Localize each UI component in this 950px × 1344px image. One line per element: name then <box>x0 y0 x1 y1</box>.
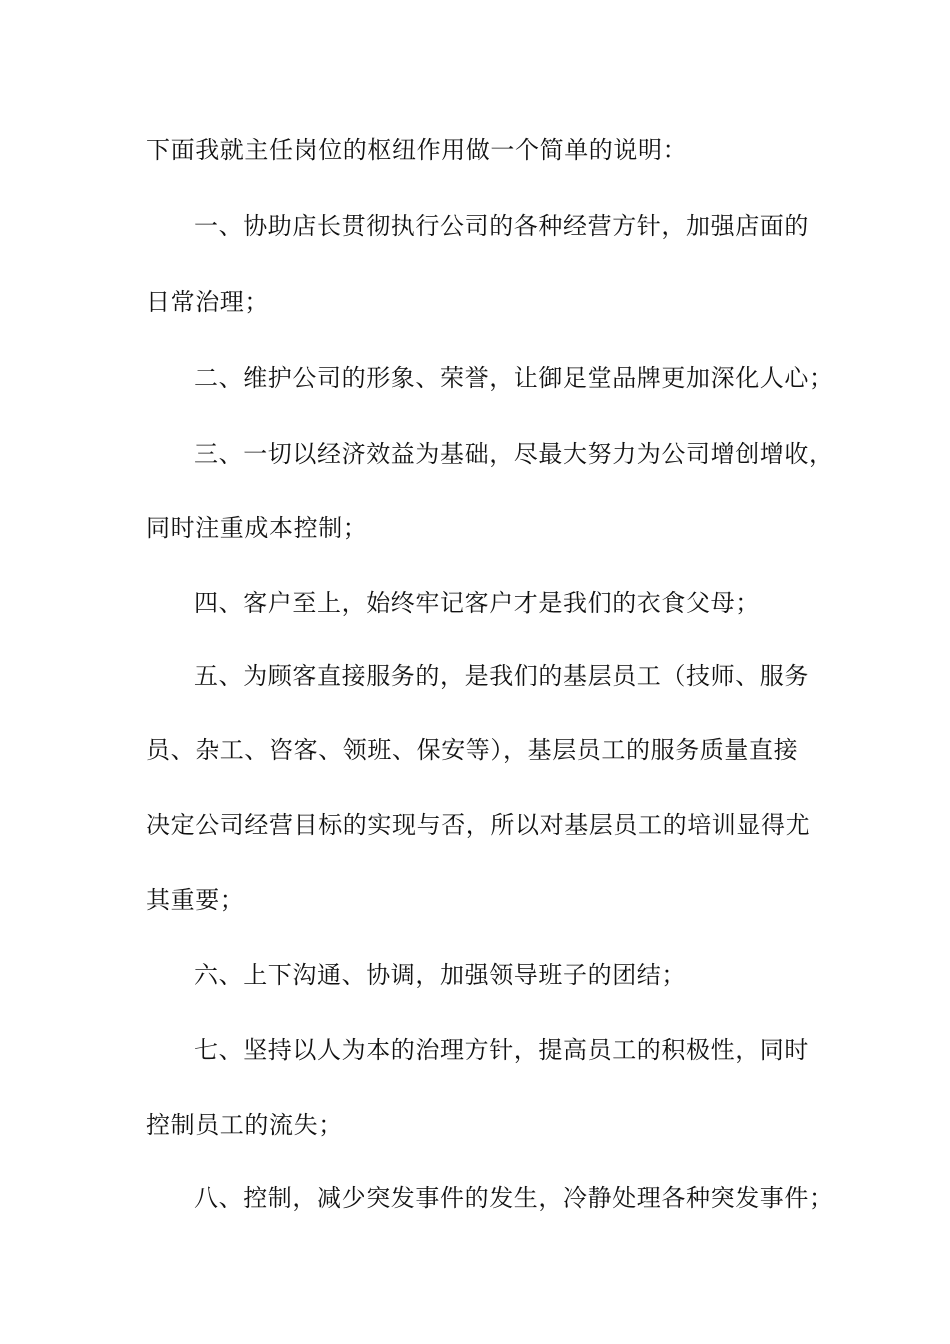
item-1-line-2: 日常治理； <box>146 288 269 316</box>
item-7-line-2: 控制员工的流失； <box>146 1111 343 1139</box>
item-2-line-1: 二、维护公司的形象、荣誉，让御足堂品牌更加深化人心； <box>194 364 834 392</box>
item-5-line-4: 其重要； <box>146 886 245 914</box>
item-5-line-3: 决定公司经营目标的实现与否，所以对基层员工的培训显得尤 <box>146 811 811 839</box>
item-8-line-1: 八、控制，减少突发事件的发生，冷静处理各种突发事件； <box>194 1184 834 1212</box>
intro-line: 下面我就主任岗位的枢纽作用做一个简单的说明： <box>146 136 688 164</box>
item-6-line-1: 六、上下沟通、协调，加强领导班子的团结； <box>194 961 686 989</box>
item-7-line-1: 七、坚持以人为本的治理方针，提高员工的积极性，同时 <box>194 1036 809 1064</box>
item-5-line-2: 员、杂工、咨客、领班、保安等），基层员工的服务质量直接 <box>146 736 799 764</box>
item-4-line-1: 四、客户至上，始终牢记客户才是我们的衣食父母； <box>194 589 760 617</box>
item-3-line-1: 三、一切以经济效益为基础，尽最大努力为公司增创增收， <box>194 440 834 468</box>
item-5-line-1: 五、为顾客直接服务的，是我们的基层员工（技师、服务 <box>194 662 809 690</box>
item-3-line-2: 同时注重成本控制； <box>146 514 368 542</box>
item-1-line-1: 一、协助店长贯彻执行公司的各种经营方针，加强店面的 <box>194 212 809 240</box>
